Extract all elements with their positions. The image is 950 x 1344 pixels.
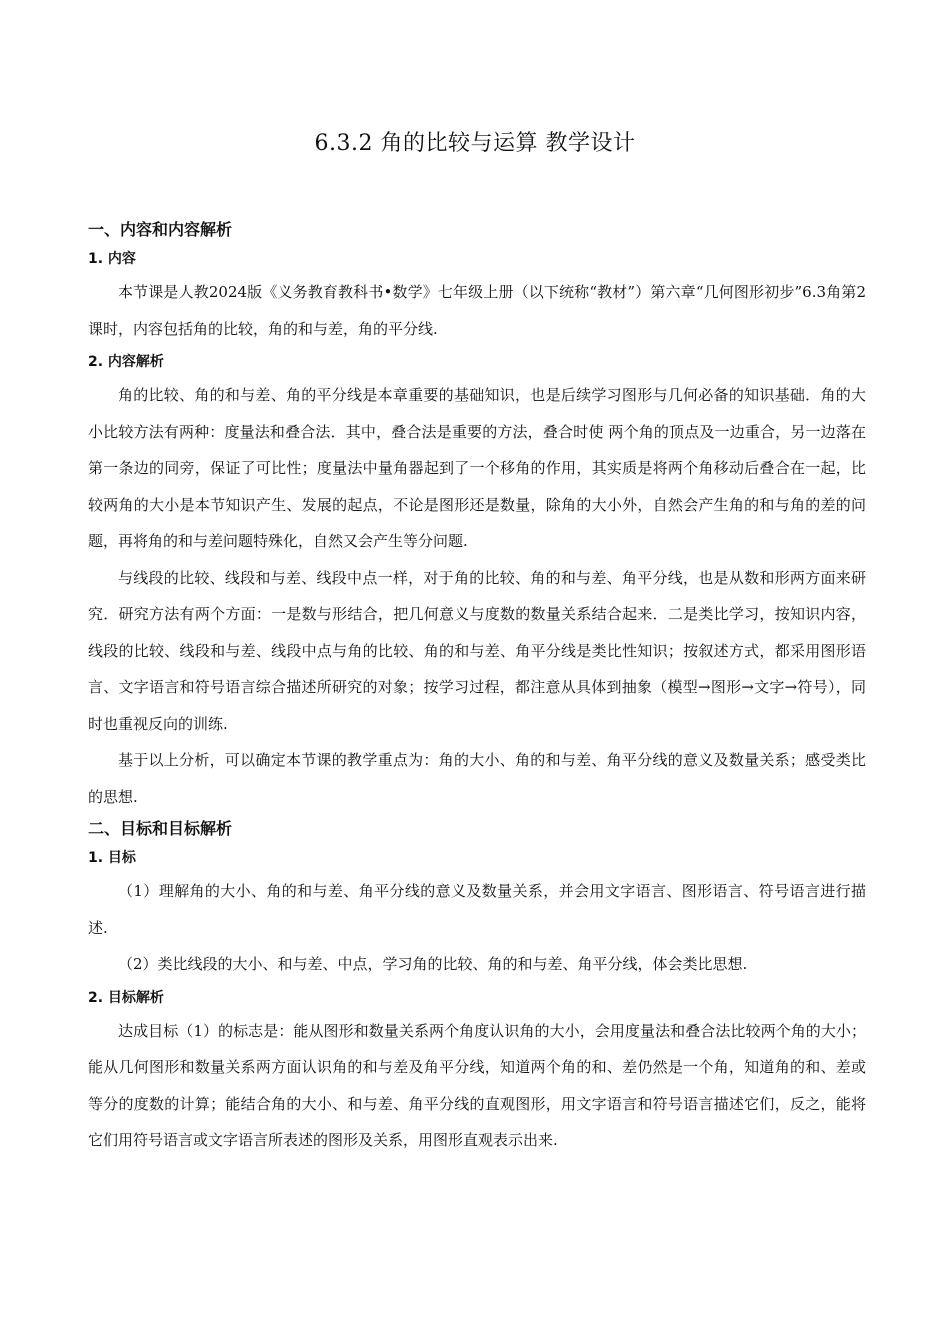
goal-item-2: （2）类比线段的大小、和与差、中点，学习角的比较、角的和与差、角平分线，体会类比思想. (118, 955, 748, 973)
section-heading-content: 一、内容和内容解析 (88, 220, 233, 239)
paragraph: 基于以上分析，可以确定本节课的教学重点为：角的大小、角的和与差、角平分线的意义及数量关系；感受类比的思想. (88, 751, 866, 806)
subsection-heading-goal-analysis: 2. 目标解析 (88, 989, 164, 1006)
section-heading-goals: 二、目标和目标解析 (88, 819, 233, 838)
document-body (88, 216, 866, 1159)
subsection-heading-goals: 1. 目标 (88, 850, 136, 866)
paragraph: 本节课是人教2024版《义务教育教科书•数学》七年级上册（以下统称“教材”）第六章“几何图形初步”6.3角第2课时，内容包括角的比较，角的和与差，角的平分线. (88, 283, 866, 338)
paragraph: 与线段的比较、线段和与差、线段中点一样，对于角的比较、角的和与差、角平分线，也是从数和形两方面来研究．研究方法有两个方面：一是数与形结合，把几何意义与度数的数量关系结合起来．二是类比学习，按知识内容，线段的比较、线段和与差、线段中点与角的比较、角的和与差、角平分线是类比性知识；按叙述方式，都采用图形语言、文字语言和符号语言综合描述所研究的对象；按学习过程，都注意从具体到抽象（模型→图形→文字→符号），同时也重视反向的训练. (88, 568, 866, 733)
page-title: 6.3.2 角的比较与运算 教学设计 (314, 131, 636, 156)
paragraph: 达成目标（1）的标志是：能从图形和数量关系两个角度认识角的大小，会用度量法和叠合法比较两个角的大小；能从几何图形和数量关系两方面认识角的和与差及角平分线，知道两个角的和、差仍然是一个角，知道角的和、差或等分的度数的计算；能结合角的大小、和与差、角平分线的直观图形，用文字语言和符号语言描述它们，反之，能将它们用符号语言或文字语言所表述的图形及关系，用图形直观表示出来. (88, 1021, 866, 1149)
goal-item-1: （1）理解角的大小、角的和与差、角平分线的意义及数量关系，并会用文字语言、图形语言、符号语言进行描述. (88, 882, 866, 937)
paragraph: 角的比较、角的和与差、角的平分线是本章重要的基础知识，也是后续学习图形与几何必备的知识基础．角的大小比较方法有两种：度量法和叠合法．其中，叠合法是重要的方法，叠合时使 两个角的顶点及一边重合，另一边落在第一条边的同旁，保证了可比性；度量法中量角器起到了一个移角的作用，其实质是将两个角移动后叠合在一起，比较两角的大小是本节知识产生、发展的起点，不论是图形还是数量，除角的大小外，自然会产生角的和与角的差的问题，再将角的和与差问题特殊化，自然又会产生等分问题. (88, 386, 866, 550)
subsection-heading-content: 1. 内容 (88, 251, 136, 267)
subsection-heading-content-analysis: 2. 内容解析 (88, 354, 164, 370)
